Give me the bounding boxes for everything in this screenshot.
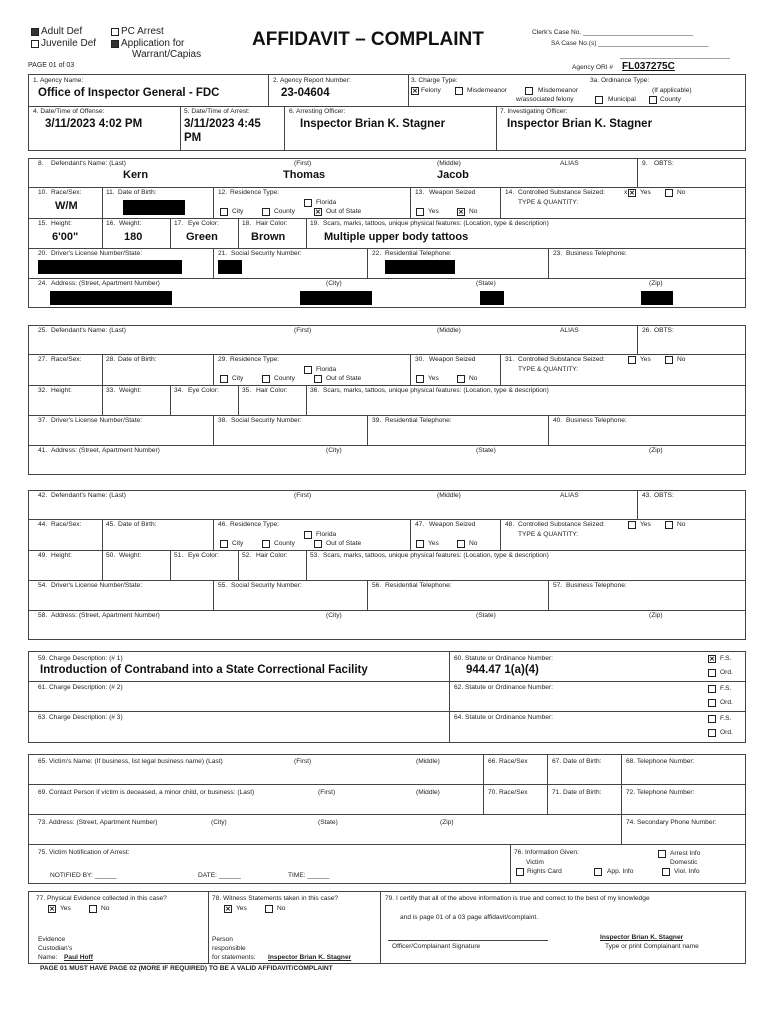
redacted-drivers-license: [38, 260, 182, 274]
evidence-yes-checkbox[interactable]: [48, 905, 56, 913]
page-number: PAGE 01 of 03: [28, 62, 75, 69]
complainant-name: Inspector Brian K. Stagner: [600, 934, 684, 941]
evidence-no-checkbox[interactable]: [89, 905, 97, 913]
defendant-3-county-checkbox[interactable]: [262, 540, 270, 548]
defendant-1-county-checkbox[interactable]: [262, 208, 270, 216]
defendant-1-city-checkbox[interactable]: [220, 208, 228, 216]
defendant-2-weapon-yes-checkbox[interactable]: [416, 375, 424, 383]
adult-def-label: Adult Def: [41, 26, 83, 37]
defendant-3-cs-yes-checkbox[interactable]: [628, 521, 636, 529]
defendant-hair-color: Brown: [251, 231, 286, 243]
defendant-2-weapon-no-checkbox[interactable]: [457, 375, 465, 383]
defendant-weight: 180: [124, 231, 143, 243]
fs-checkbox-2[interactable]: [708, 685, 716, 693]
juvenile-def-checkbox[interactable]: [31, 40, 39, 48]
statute-number-1: 944.47 1(a)(4): [466, 664, 539, 676]
arrest-datetime: 3/11/2023 4:45: [184, 118, 261, 130]
pc-arrest-label: PC Arrest: [121, 26, 164, 37]
defendant-2-out-of-state-checkbox[interactable]: [314, 375, 322, 383]
defendant-2-florida-checkbox[interactable]: [304, 366, 312, 374]
custodian-name: Paul Hoff: [64, 954, 93, 961]
application-checkbox[interactable]: [111, 40, 119, 48]
controlled-x-mark: x: [624, 189, 628, 196]
defendant-1-weapon-no-checkbox[interactable]: [457, 208, 465, 216]
defendant-first-name: Thomas: [283, 169, 326, 181]
defendant-3-florida-checkbox[interactable]: [304, 531, 312, 539]
defendant-last-name: Kern: [123, 169, 149, 181]
defendant-1-out-of-state-checkbox[interactable]: [314, 208, 322, 216]
juvenile-def-label: Juvenile Def: [41, 38, 97, 49]
defendant-eye-color: Green: [186, 231, 218, 243]
arrest-datetime-pm: PM: [184, 132, 202, 144]
defendant-1-cs-yes-checkbox[interactable]: [628, 189, 636, 197]
misdemeanor-checkbox[interactable]: [455, 87, 463, 95]
redacted-ssn: [218, 260, 242, 274]
adult-def-checkbox[interactable]: [31, 28, 39, 36]
witness-no-checkbox[interactable]: [265, 905, 273, 913]
municipal-checkbox[interactable]: [595, 96, 603, 104]
defendant-1-weapon-yes-checkbox[interactable]: [416, 208, 424, 216]
agency-report-number: 23-04604: [281, 87, 330, 99]
form-title: AFFIDAVIT – COMPLAINT: [252, 29, 484, 50]
defendant-1-florida-checkbox[interactable]: [304, 199, 312, 207]
redacted-zip: [641, 291, 673, 305]
charge-description-1: Introduction of Contraband into a State Correctional Facility: [40, 664, 368, 676]
fs-checkbox-1[interactable]: [708, 655, 716, 663]
arrest-info-checkbox[interactable]: [658, 850, 666, 858]
defendant-middle-name: Jacob: [437, 169, 469, 181]
clerk-case-number: Clerk's Case No. ______________________________: [532, 29, 694, 36]
defendant-2-cs-yes-checkbox[interactable]: [628, 356, 636, 364]
redacted-city: [300, 291, 372, 305]
redacted-state: [480, 291, 504, 305]
sa-case-number: SA Case No.(s) ______________________________: [551, 40, 709, 47]
rights-card-checkbox[interactable]: [516, 868, 524, 876]
offense-datetime: 3/11/2023 4:02 PM: [45, 118, 143, 130]
validity-notice: PAGE 01 MUST HAVE PAGE 02 (MORE IF REQUIRED) TO BE A VALID AFFIDAVIT/COMPLAINT: [40, 965, 333, 972]
defendant-3-out-of-state-checkbox[interactable]: [314, 540, 322, 548]
warrant-capias-label: Warrant/Capias: [132, 49, 202, 60]
ord-checkbox-2[interactable]: [708, 699, 716, 707]
misd-associated-checkbox[interactable]: [525, 87, 533, 95]
defendant-2-city-checkbox[interactable]: [220, 375, 228, 383]
application-label: Application for: [121, 38, 185, 49]
witness-yes-checkbox[interactable]: [224, 905, 232, 913]
defendant-2-cs-no-checkbox[interactable]: [665, 356, 673, 364]
pc-arrest-checkbox[interactable]: [111, 28, 119, 36]
defendant-race-sex: W/M: [55, 200, 78, 212]
investigating-officer: Inspector Brian K. Stagner: [507, 118, 653, 130]
felony-checkbox[interactable]: [411, 87, 419, 95]
fs-checkbox-3[interactable]: [708, 715, 716, 723]
agency-name: Office of Inspector General - FDC: [38, 87, 220, 99]
defendant-height: 6'00": [52, 231, 79, 243]
defendant-2-county-checkbox[interactable]: [262, 375, 270, 383]
arresting-officer: Inspector Brian K. Stagner: [300, 118, 446, 130]
agency-ori-value: FL037275C: [622, 61, 675, 72]
signature-line[interactable]: [388, 940, 548, 941]
defendant-3-city-checkbox[interactable]: [220, 540, 228, 548]
ord-checkbox-1[interactable]: [708, 669, 716, 677]
agency-section: [28, 74, 746, 151]
defendant-3-weapon-no-checkbox[interactable]: [457, 540, 465, 548]
viol-info-checkbox[interactable]: [662, 868, 670, 876]
defendant-3-cs-no-checkbox[interactable]: [665, 521, 673, 529]
redacted-dob: [123, 200, 185, 215]
defendant-1-cs-no-checkbox[interactable]: [665, 189, 673, 197]
defendant-scars: Multiple upper body tattoos: [324, 231, 469, 243]
redacted-residential-phone: [385, 260, 455, 274]
defendant-3-weapon-yes-checkbox[interactable]: [416, 540, 424, 548]
county-checkbox[interactable]: [649, 96, 657, 104]
redacted-street-address: [50, 291, 172, 305]
statement-person-name: Inspector Brian K. Stagner: [268, 954, 352, 961]
ord-checkbox-3[interactable]: [708, 729, 716, 737]
sa-case-number-2: ______________________________: [620, 52, 731, 59]
agency-ori-label: Agency ORI #: [572, 64, 614, 71]
app-info-checkbox[interactable]: [594, 868, 602, 876]
